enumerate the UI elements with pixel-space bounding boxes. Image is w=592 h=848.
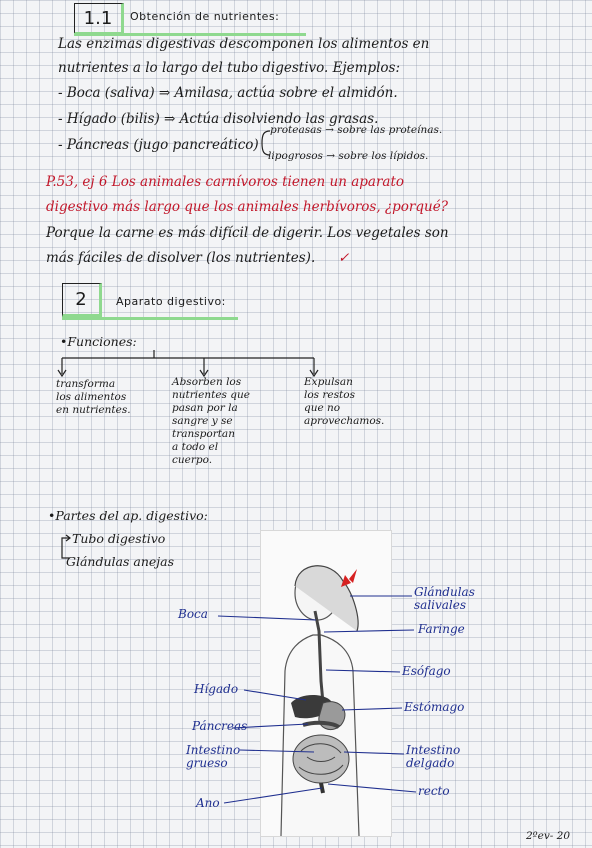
label-esofago: Esófago <box>402 664 451 678</box>
funcion-transformar: transforma los alimentos en nutrientes. <box>56 378 131 416</box>
partes-label: •Partes del ap. digestivo: <box>48 508 208 523</box>
section-1-title: Obtención de nutrientes: <box>130 10 280 23</box>
section-2-number: 2 <box>75 288 87 310</box>
label-ano: Ano <box>196 796 220 810</box>
example-boca: - Boca (saliva) ⇒ Amilasa, actúa sobre el almidón. <box>58 85 398 101</box>
branch-lipasas: lipogrosos → sobre los lípidos. <box>268 150 429 162</box>
answer-line-1: Porque la carne es más difícil de digerir. Los vegetales son <box>46 225 449 241</box>
page-mark: 2ºev- 20 <box>526 830 571 842</box>
parte-tubo-digestivo: Tubo digestivo <box>72 531 166 546</box>
label-glandulas-salivales: Glándulas salivales <box>414 585 475 612</box>
label-estomago: Estómago <box>404 700 465 714</box>
label-intestino-delgado: Intestino delgado <box>406 743 461 770</box>
label-higado: Hígado <box>194 682 239 696</box>
example-pancreas: - Páncreas (jugo pancreático) <box>58 137 259 153</box>
parte-glandulas-anejas: Glándulas anejas <box>66 554 175 569</box>
label-boca: Boca <box>178 607 208 621</box>
funciones-label: •Funciones: <box>60 334 137 349</box>
paragraph-line-1: Las enzimas digestivas descomponen los alimentos en <box>58 36 430 52</box>
label-faringe: Faringe <box>418 622 465 636</box>
label-pancreas: Páncreas <box>192 719 248 733</box>
label-intestino-grueso: Intestino grueso <box>186 743 241 770</box>
funcion-expulsar: Expulsan los restos que no aprovechamos. <box>304 376 385 427</box>
check-mark: ✓ <box>338 250 350 266</box>
question-line-2: digestivo más largo que los animales herbívoros, ¿porqué? <box>46 199 448 215</box>
label-recto: recto <box>418 784 450 798</box>
section-2-title: Aparato digestivo: <box>116 295 226 308</box>
paragraph-line-2: nutrientes a lo largo del tubo digestivo. Ejemplos: <box>58 60 401 76</box>
answer-line-2: más fáciles de disolver (los nutrientes). <box>46 250 316 266</box>
question-line-1: P.53, ej 6 Los animales carnívoros tienen un aparato <box>46 174 405 190</box>
section-1-number: 1.1 <box>83 7 113 29</box>
example-higado: - Hígado (bilis) ⇒ Actúa disolviendo las grasas. <box>58 111 379 127</box>
branch-proteasas: proteasas → sobre las proteínas. <box>270 124 443 136</box>
funcion-absorber: Absorben los nutrientes que pasan por la sangre y se transportan a todo el cuerpo. <box>172 376 250 466</box>
